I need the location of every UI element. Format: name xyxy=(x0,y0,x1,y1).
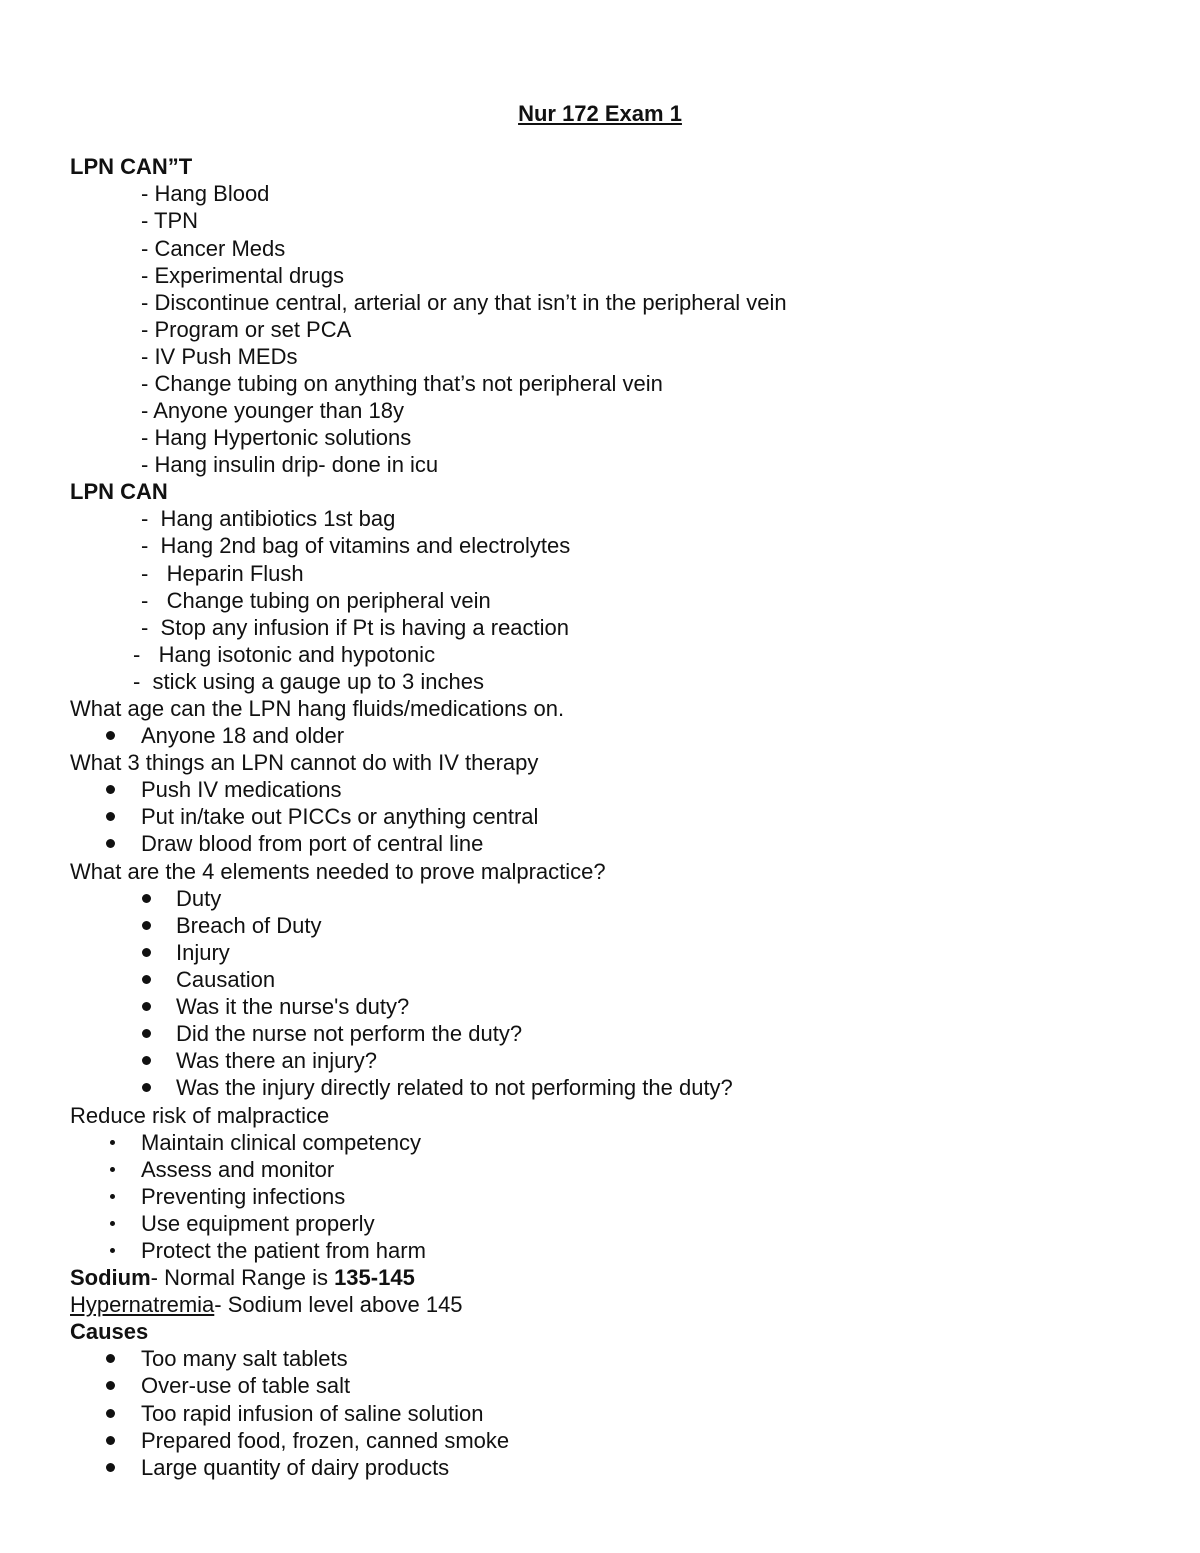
bullet-icon xyxy=(142,1056,151,1065)
bullet-icon xyxy=(106,731,115,740)
lpn-cant-item: - Change tubing on anything that’s not peripheral vein xyxy=(141,371,663,396)
bullet-icon xyxy=(106,812,115,821)
bullet-icon xyxy=(110,1194,115,1199)
bullet-icon xyxy=(106,785,115,794)
hypernatremia-line xyxy=(70,1291,463,1318)
list-item: Did the nurse not perform the duty? xyxy=(176,1021,523,1046)
lpn-cant-item: - Discontinue central, arterial or any that isn’t in the peripheral vein xyxy=(141,290,787,315)
bullet-icon xyxy=(106,1436,115,1445)
lpn-cant-item: - Cancer Meds xyxy=(141,236,286,261)
list-item: Was there an injury? xyxy=(176,1048,377,1073)
list-item: Was it the nurse's duty? xyxy=(176,994,410,1019)
bullet-icon xyxy=(142,894,151,903)
lpn-can-item: - Hang isotonic and hypotonic xyxy=(133,642,436,667)
bullet-icon xyxy=(106,1463,115,1472)
lpn-can-item: - Stop any infusion if Pt is having a reaction xyxy=(141,615,570,640)
three-things-question: What 3 things an LPN cannot do with IV therapy xyxy=(70,750,539,775)
list-item: Duty xyxy=(176,886,222,911)
lpn-cant-item: - Hang Hypertonic solutions xyxy=(141,425,412,450)
document-title: Nur 172 Exam 1 xyxy=(518,101,682,126)
reduce-risk-heading: Reduce risk of malpractice xyxy=(70,1103,330,1128)
bullet-icon xyxy=(142,975,151,984)
hypernatremia-term: Hypernatremia xyxy=(70,1292,215,1317)
list-item: Put in/take out PICCs or anything central xyxy=(141,804,539,829)
bullet-icon xyxy=(110,1167,115,1172)
lpn-cant-item: - Anyone younger than 18y xyxy=(141,398,404,423)
bullet-icon xyxy=(142,1029,151,1038)
list-item: Was the injury directly related to not performing the duty? xyxy=(176,1075,733,1100)
sodium-line xyxy=(70,1264,415,1291)
list-item: Anyone 18 and older xyxy=(141,723,345,748)
bullet-icon xyxy=(110,1248,115,1253)
bullet-icon xyxy=(142,1083,151,1092)
bullet-icon xyxy=(106,1409,115,1418)
sodium-text: - Normal Range is xyxy=(150,1265,335,1290)
list-item: Assess and monitor xyxy=(141,1157,335,1182)
bullet-icon xyxy=(110,1140,115,1145)
list-item: Injury xyxy=(176,940,230,965)
lpn-cant-item: - Experimental drugs xyxy=(141,263,344,288)
lpn-can-item: - Change tubing on peripheral vein xyxy=(141,588,491,613)
lpn-can-heading: LPN CAN xyxy=(70,479,168,504)
bullet-icon xyxy=(106,839,115,848)
sodium-range: 135-145 xyxy=(334,1265,415,1290)
list-item: Too rapid infusion of saline solution xyxy=(141,1401,484,1426)
bullet-icon xyxy=(110,1221,115,1226)
list-item: Preventing infections xyxy=(141,1184,346,1209)
lpn-can-item: - Hang 2nd bag of vitamins and electrolytes xyxy=(141,533,571,558)
list-item: Protect the patient from harm xyxy=(141,1238,426,1263)
lpn-cant-item: - Hang Blood xyxy=(141,181,270,206)
hypernatremia-text: - Sodium level above 145 xyxy=(214,1292,463,1317)
list-item: Over-use of table salt xyxy=(141,1373,351,1398)
list-item: Prepared food, frozen, canned smoke xyxy=(141,1428,510,1453)
lpn-can-item: - Heparin Flush xyxy=(141,561,304,586)
sodium-label: Sodium xyxy=(70,1265,151,1290)
list-item: Push IV medications xyxy=(141,777,342,802)
list-item: Causation xyxy=(176,967,276,992)
lpn-cant-item: - IV Push MEDs xyxy=(141,344,298,369)
bullet-icon xyxy=(106,1354,115,1363)
age-question: What age can the LPN hang fluids/medications on. xyxy=(70,696,565,721)
list-item: Breach of Duty xyxy=(176,913,322,938)
malpractice-question: What are the 4 elements needed to prove malpractice? xyxy=(70,859,606,884)
lpn-can-item: - Hang antibiotics 1st bag xyxy=(141,506,396,531)
lpn-cant-heading: LPN CAN”T xyxy=(70,154,193,179)
bullet-icon xyxy=(142,921,151,930)
list-item: Use equipment properly xyxy=(141,1211,375,1236)
lpn-cant-item: - Program or set PCA xyxy=(141,317,352,342)
list-item: Large quantity of dairy products xyxy=(141,1455,450,1480)
lpn-can-item: - stick using a gauge up to 3 inches xyxy=(133,669,484,694)
list-item: Draw blood from port of central line xyxy=(141,831,484,856)
bullet-icon xyxy=(142,948,151,957)
list-item: Maintain clinical competency xyxy=(141,1130,422,1155)
lpn-cant-item: - TPN xyxy=(141,208,199,233)
bullet-icon xyxy=(142,1002,151,1011)
lpn-cant-item: - Hang insulin drip- done in icu xyxy=(141,452,439,477)
bullet-icon xyxy=(106,1381,115,1390)
causes-heading: Causes xyxy=(70,1319,149,1344)
list-item: Too many salt tablets xyxy=(141,1346,348,1371)
